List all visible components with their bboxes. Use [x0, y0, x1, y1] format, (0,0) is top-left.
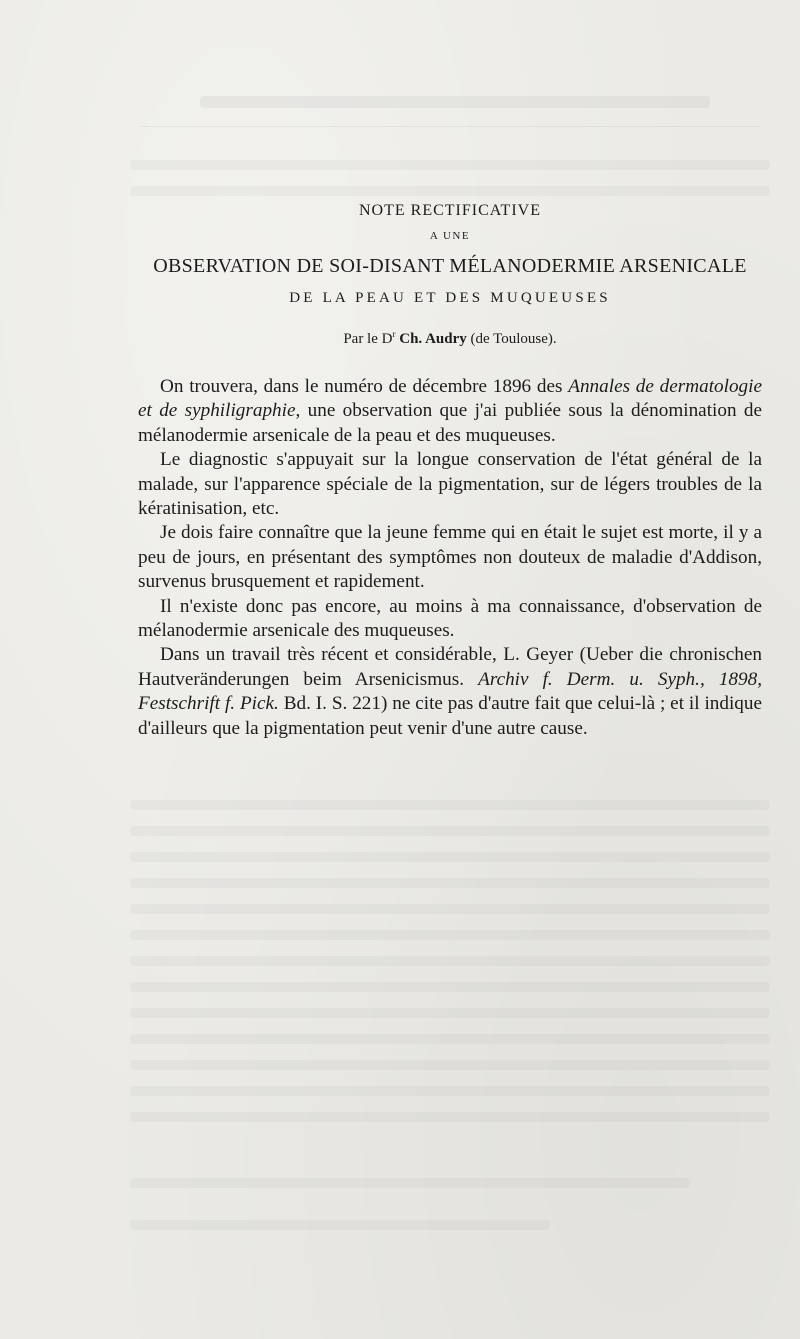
bleed-through-line — [130, 800, 770, 810]
byline-title-sup: r — [392, 329, 396, 339]
journal-title: Annales de dermatologie et de syphiligraphie — [138, 376, 762, 422]
byline-title-text: D — [381, 331, 393, 347]
bleed-through-rule — [140, 126, 760, 127]
bleed-through-line — [130, 982, 770, 992]
byline — [120, 329, 780, 348]
paragraph-5-text-end: Bd. I. S. 221) ne cite pas d'autre fait que celui-là ; et il indique d'ailleurs que la pigmentation peut venir d'une autre cause. — [138, 693, 762, 739]
article-subtitle: DE LA PEAU ET DES MUQUEUSES — [289, 290, 611, 306]
bleed-through-line — [130, 1034, 770, 1044]
bleed-through-line — [130, 1060, 770, 1070]
citation-journal: Archiv f. Derm. u. Syph., 1898, Festschrift f. Pick. — [138, 668, 762, 715]
bleed-through-line — [130, 1086, 770, 1096]
bleed-through-line — [130, 956, 770, 966]
bleed-through-footnote — [130, 1178, 690, 1188]
bleed-through-line — [130, 1112, 770, 1122]
paragraph-4: Il n'existe donc pas encore, au moins à ma connaissance, d'observation de mélanodermie arsenicale des muqueuses. — [138, 595, 762, 642]
paragraph-5 — [138, 643, 762, 741]
bleed-through-line — [130, 852, 770, 862]
paragraph-1-text: On trouvera, dans le numéro de décembre 1896 des — [160, 376, 569, 397]
bleed-through-running-head — [200, 96, 710, 108]
bleed-through-line — [130, 826, 770, 836]
bleed-through-line — [130, 186, 770, 196]
author-name: Ch. Audry — [399, 331, 467, 347]
article-title: OBSERVATION DE SOI-DISANT MÉLANODERMIE ARSENICALE — [153, 255, 747, 277]
paragraph-3: Je dois faire connaître que la jeune femme qui en était le sujet est morte, il y a peu de jours, en présentant des symptômes non douteux de maladie d'Addison, survenus brusquement et rapidement. — [138, 522, 762, 593]
author-affiliation: (de Toulouse). — [470, 331, 557, 347]
note-title: NOTE RECTIFICATIVE — [359, 202, 541, 219]
byline-prefix: Par le — [343, 331, 378, 347]
title-connector: A UNE — [429, 230, 471, 242]
bleed-through-line — [130, 160, 770, 170]
paragraph-1 — [138, 375, 762, 448]
bleed-through-line — [130, 930, 770, 940]
bleed-through-line — [130, 1008, 770, 1018]
paragraph-1-text-end: , une observation que j'ai publiée sous la dénomination de mélanodermie arsenicale de la peau et des muqueuses. — [138, 400, 762, 446]
byline-title — [382, 331, 396, 347]
paragraph-2: Le diagnostic s'appuyait sur la longue conservation de l'état général de la malade, sur l'apparence spéciale de la pigmentation, sur de légers troubles de la kératinisation, etc. — [138, 449, 762, 520]
bleed-through-footnote — [130, 1220, 550, 1230]
article-body — [138, 375, 762, 741]
bleed-through-line — [130, 878, 770, 888]
bleed-through-line — [130, 904, 770, 914]
paragraph-5-text: Dans un travail très récent et considérable, L. Geyer (Ueber die chronischen Hautveränderungen beim Arsenicismus. — [138, 644, 762, 690]
